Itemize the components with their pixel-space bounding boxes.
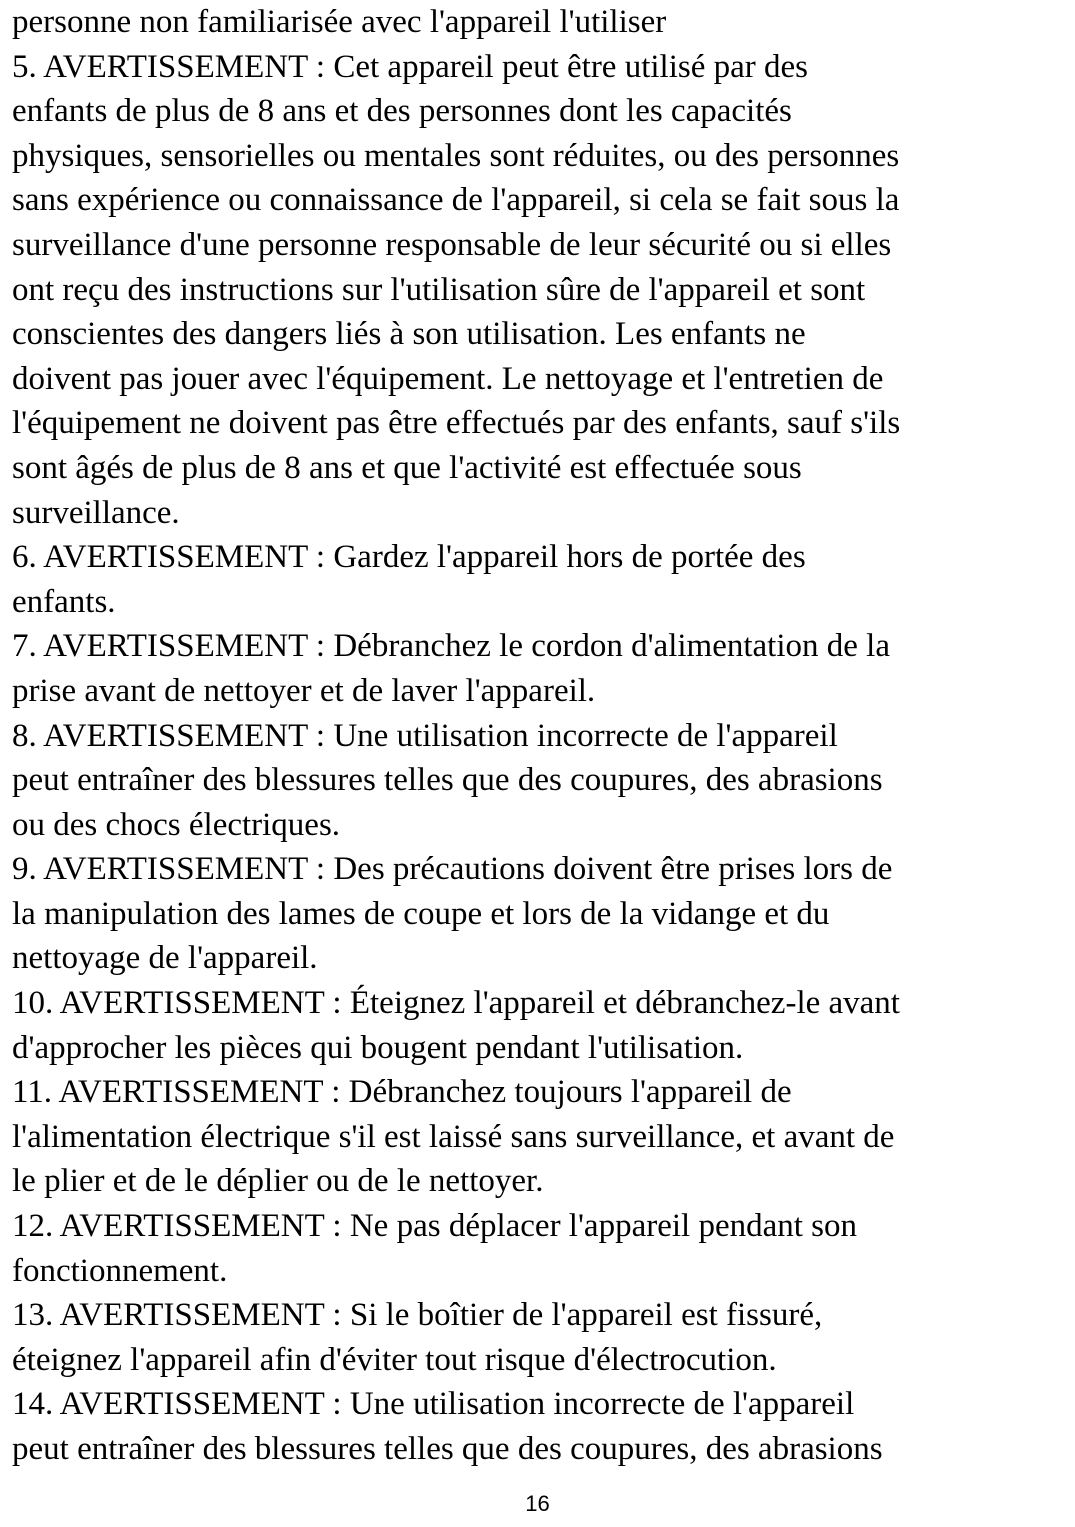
text-line: la manipulation des lames de coupe et lors de la vidange et du	[12, 895, 830, 932]
text-line: enfants.	[12, 583, 116, 620]
page-number: 16	[525, 1491, 550, 1516]
text-line: physiques, sensorielles ou mentales sont réduites, ou des personnes	[12, 137, 900, 174]
text-line: conscientes des dangers liés à son utilisation. Les enfants ne	[12, 316, 806, 353]
text-line: 6. AVERTISSEMENT : Gardez l'appareil hors de portée des	[12, 539, 806, 576]
text-line: doivent pas jouer avec l'équipement. Le nettoyage et l'entretien de	[12, 360, 884, 397]
text-line: 7. AVERTISSEMENT : Débranchez le cordon d'alimentation de la	[12, 628, 890, 665]
text-line: personne non familiarisée avec l'appareil l'utiliser	[12, 4, 667, 40]
text-line: l'équipement ne doivent pas être effectués par des enfants, sauf s'ils	[12, 405, 901, 442]
text-line: 14. AVERTISSEMENT : Une utilisation incorrecte de l'appareil	[12, 1386, 855, 1423]
text-line: peut entraîner des blessures telles que des coupures, des abrasions	[12, 762, 883, 799]
text-line: fonctionnement.	[12, 1252, 228, 1289]
text-line: nettoyage de l'appareil.	[12, 940, 318, 977]
text-line: l'alimentation électrique s'il est laissé sans surveillance, et avant de	[12, 1118, 895, 1155]
text-line: ont reçu des instructions sur l'utilisation sûre de l'appareil et sont	[12, 271, 866, 308]
text-line: éteignez l'appareil afin d'éviter tout risque d'électrocution.	[12, 1341, 777, 1378]
text-line: sont âgés de plus de 8 ans et que l'activité est effectuée sous	[12, 449, 802, 486]
text-line: d'approcher les pièces qui bougent pendant l'utilisation.	[12, 1029, 744, 1066]
document-body	[12, 0, 1072, 1472]
text-line: ou des chocs électriques.	[12, 806, 341, 843]
text-line: sans expérience ou connaissance de l'appareil, si cela se fait sous la	[12, 182, 900, 219]
text-line: peut entraîner des blessures telles que des coupures, des abrasions	[12, 1431, 883, 1467]
text-line: 10. AVERTISSEMENT : Éteignez l'appareil et débranchez-le avant	[12, 985, 900, 1022]
text-line: surveillance d'une personne responsable de leur sécurité ou si elles	[12, 226, 892, 263]
text-line: enfants de plus de 8 ans et des personnes dont les capacités	[12, 93, 792, 130]
text-line: 9. AVERTISSEMENT : Des précautions doivent être prises lors de	[12, 851, 893, 888]
text-line: 5. AVERTISSEMENT : Cet appareil peut être utilisé par des	[12, 48, 808, 85]
text-line: 13. AVERTISSEMENT : Si le boîtier de l'appareil est fissuré,	[12, 1297, 823, 1334]
text-line: 12. AVERTISSEMENT : Ne pas déplacer l'appareil pendant son	[12, 1208, 857, 1245]
text-line: 11. AVERTISSEMENT : Débranchez toujours l'appareil de	[12, 1074, 792, 1111]
text-line: surveillance.	[12, 494, 180, 531]
text-line: prise avant de nettoyer et de laver l'appareil.	[12, 672, 596, 709]
text-line: 8. AVERTISSEMENT : Une utilisation incorrecte de l'appareil	[12, 717, 838, 754]
text-line: le plier et de le déplier ou de le nettoyer.	[12, 1163, 544, 1200]
